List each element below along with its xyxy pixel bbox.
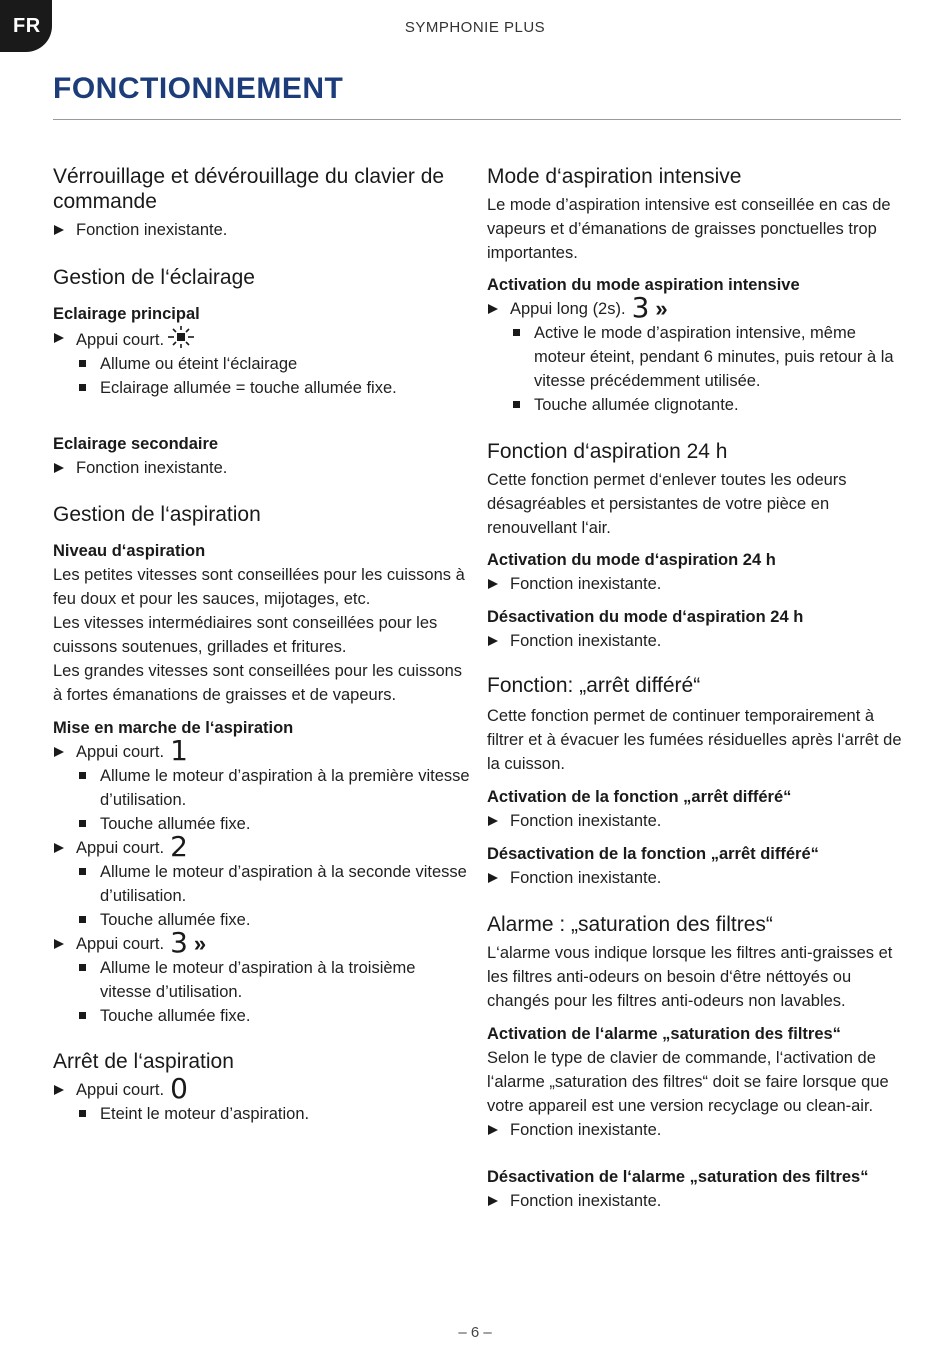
bullet-item: Fonction inexistante.: [487, 1189, 905, 1213]
paragraph: Selon le type de clavier de commande, l‘activation de l‘alarme „saturation des filtres“ doit se faire lorsque que votre appareil est une version recyclage ou clean-air.: [487, 1049, 889, 1115]
section-heading-stop: Arrêt de l‘aspiration: [53, 1050, 234, 1073]
page-title: FONCTIONNEMENT: [53, 72, 344, 105]
boost-chevron-icon: »: [655, 296, 668, 321]
page-number: – 6 –: [458, 1324, 492, 1341]
section-heading-delayed-stop: Fonction: „arrêt différé“: [487, 674, 701, 697]
sub-item: Eteint le moteur d’aspiration.: [53, 1102, 471, 1126]
subheading-alarm-activation: Activation de l‘alarme „saturation des filtres“: [487, 1025, 841, 1043]
section-heading-lighting: Gestion de l‘éclairage: [53, 266, 255, 289]
bullet-text: Appui court.: [76, 331, 165, 349]
bullet-text: Appui court.: [76, 743, 165, 761]
bullet-item: Fonction inexistante.: [487, 809, 905, 833]
subheading-suction-start: Mise en marche de l‘aspiration: [53, 719, 294, 737]
speed-2-icon: 2: [170, 830, 188, 863]
sub-item: Touche allumée clignotante.: [487, 393, 905, 417]
paragraph: Les grandes vitesses sont conseillées pour les cuissons à fortes émanations de graisses et de vapeurs.: [53, 662, 463, 704]
bullet-item: Fonction inexistante.: [53, 218, 471, 242]
light-icon: [166, 326, 198, 348]
speed-3-icon: 3: [631, 291, 650, 324]
subheading-24h-deactivation: Désactivation du mode d‘aspiration 24 h: [487, 608, 804, 626]
sub-item: Allume le moteur d’aspiration à la troisième vitesse d’utilisation.: [53, 956, 471, 1004]
left-column: [53, 164, 471, 1126]
bullet-text: Appui court.: [76, 839, 165, 857]
subheading-delayed-deactivation: Désactivation de la fonction „arrêt différé“: [487, 845, 819, 863]
section-heading-filter-alarm: Alarme : „saturation des filtres“: [487, 913, 773, 936]
paragraph: Les vitesses intermédiaires sont conseillées pour les cuissons soutenues, grillades et fritures.: [53, 614, 438, 656]
product-name: SYMPHONIE PLUS: [404, 19, 546, 36]
subheading-secondary-lighting: Eclairage secondaire: [53, 435, 219, 453]
bullet-item: Fonction inexistante.: [53, 456, 471, 480]
bullet-text: Appui court.: [76, 1081, 165, 1099]
subheading-intensive-activation: Activation du mode aspiration intensive: [487, 276, 800, 294]
bullet-item: [487, 291, 905, 324]
subheading-24h-activation: Activation du mode d‘aspiration 24 h: [487, 551, 776, 569]
paragraph: Les petites vitesses sont conseillées pour les cuissons à feu doux et pour les sauces, mijotages, etc.: [53, 566, 465, 608]
sub-item: Allume ou éteint l‘éclairage: [53, 352, 471, 376]
sub-item: Eclairage allumée = touche allumée fixe.: [53, 376, 471, 400]
title-divider: [53, 119, 901, 120]
section-heading-lock: Vérrouillage et dévérouillage du clavier de commande: [53, 165, 445, 213]
sub-item: Active le mode d’aspiration intensive, même moteur éteint, pendant 6 minutes, puis retour à la vitesse précédemment utilisée.: [487, 321, 905, 393]
bullet-item: Fonction inexistante.: [487, 629, 905, 653]
subheading-delayed-activation: Activation de la fonction „arrêt différé“: [487, 788, 792, 806]
right-column: [487, 164, 905, 1213]
paragraph: Cette fonction permet d‘enlever toutes les odeurs désagréables et persistantes de votre pièce en renouvellant l‘air.: [487, 471, 847, 537]
bullet-item: [53, 926, 471, 959]
bullet-item: [53, 734, 471, 767]
section-heading-suction: Gestion de l‘aspiration: [53, 503, 261, 526]
subheading-main-lighting: Eclairage principal: [53, 305, 200, 323]
bullet-item: [53, 326, 471, 352]
speed-3-icon: 3: [170, 926, 188, 959]
bullet-item: [53, 830, 471, 863]
section-heading-24h: Fonction d‘aspiration 24 h: [487, 440, 728, 463]
bullet-text: Appui long (2s).: [510, 300, 626, 318]
sub-item: Touche allumée fixe.: [53, 812, 471, 836]
paragraph: Cette fonction permet de continuer temporairement à filtrer et à évacuer les fumées résiduelles après l‘arrêt de la cuisson.: [487, 707, 902, 773]
paragraph: L‘alarme vous indique lorsque les filtres anti-graisses et les filtres anti-odeurs on besoin d‘être néttoyés ou changés pour les filtres anti-odeurs non lavables.: [487, 944, 893, 1010]
sub-item: Touche allumée fixe.: [53, 908, 471, 932]
speed-1-icon: 1: [170, 734, 188, 767]
bullet-item: Fonction inexistante.: [487, 1118, 905, 1142]
sub-item: Touche allumée fixe.: [53, 1004, 471, 1028]
boost-chevron-icon: »: [193, 931, 207, 956]
sub-item: Allume le moteur d’aspiration à la seconde vitesse d’utilisation.: [53, 860, 471, 908]
language-code: FR: [13, 15, 41, 37]
paragraph: Le mode d’aspiration intensive est conseillée en cas de vapeurs et d’émanations de graisses ponctuelles trop importantes.: [487, 196, 891, 262]
section-heading-intensive: Mode d‘aspiration intensive: [487, 165, 742, 188]
speed-0-icon: 0: [170, 1072, 188, 1105]
subheading-suction-level: Niveau d‘aspiration: [53, 542, 206, 560]
bullet-item: [53, 1072, 471, 1105]
bullet-item: Fonction inexistante.: [487, 866, 905, 890]
bullet-text: Appui court.: [76, 935, 165, 953]
bullet-item: Fonction inexistante.: [487, 572, 905, 596]
sub-item: Allume le moteur d’aspiration à la première vitesse d’utilisation.: [53, 764, 471, 812]
subheading-alarm-deactivation: Désactivation de l‘alarme „saturation des filtres“: [487, 1168, 869, 1186]
